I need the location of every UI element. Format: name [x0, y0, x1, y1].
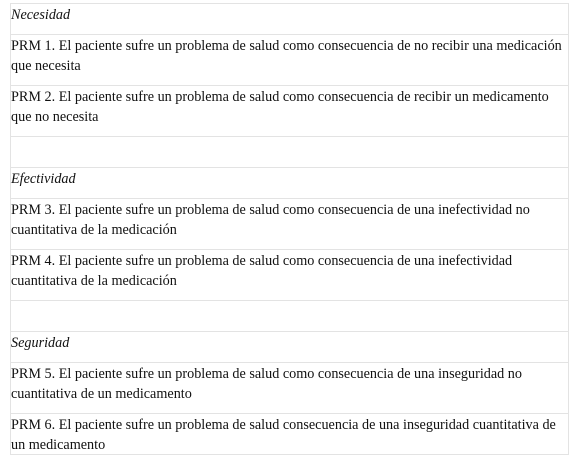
table-row-prm-1: PRM 1. El paciente sufre un problema de salud como consecuencia de no recibir una medicación que necesita	[11, 35, 569, 86]
spacer-row	[11, 301, 569, 332]
table-row-prm-2: PRM 2. El paciente sufre un problema de salud como consecuencia de recibir un medicamento que no necesita	[11, 86, 569, 137]
table-row-prm-5: PRM 5. El paciente sufre un problema de salud como consecuencia de una inseguridad no cuantitativa de un medicamento	[11, 363, 569, 414]
prm-classification-table	[10, 3, 569, 455]
section-heading-efectividad: Efectividad	[11, 168, 569, 199]
spacer-row	[11, 137, 569, 168]
table-row-prm-4: PRM 4. El paciente sufre un problema de salud como consecuencia de una inefectividad cuantitativa de la medicación	[11, 250, 569, 301]
table-row-prm-6: PRM 6. El paciente sufre un problema de salud consecuencia de una inseguridad cuantitativa de un medicamento	[11, 414, 569, 455]
section-heading-necesidad: Necesidad	[11, 4, 569, 35]
table-row-prm-3: PRM 3. El paciente sufre un problema de salud como consecuencia de una inefectividad no cuantitativa de la medicación	[11, 199, 569, 250]
section-heading-seguridad: Seguridad	[11, 332, 569, 363]
